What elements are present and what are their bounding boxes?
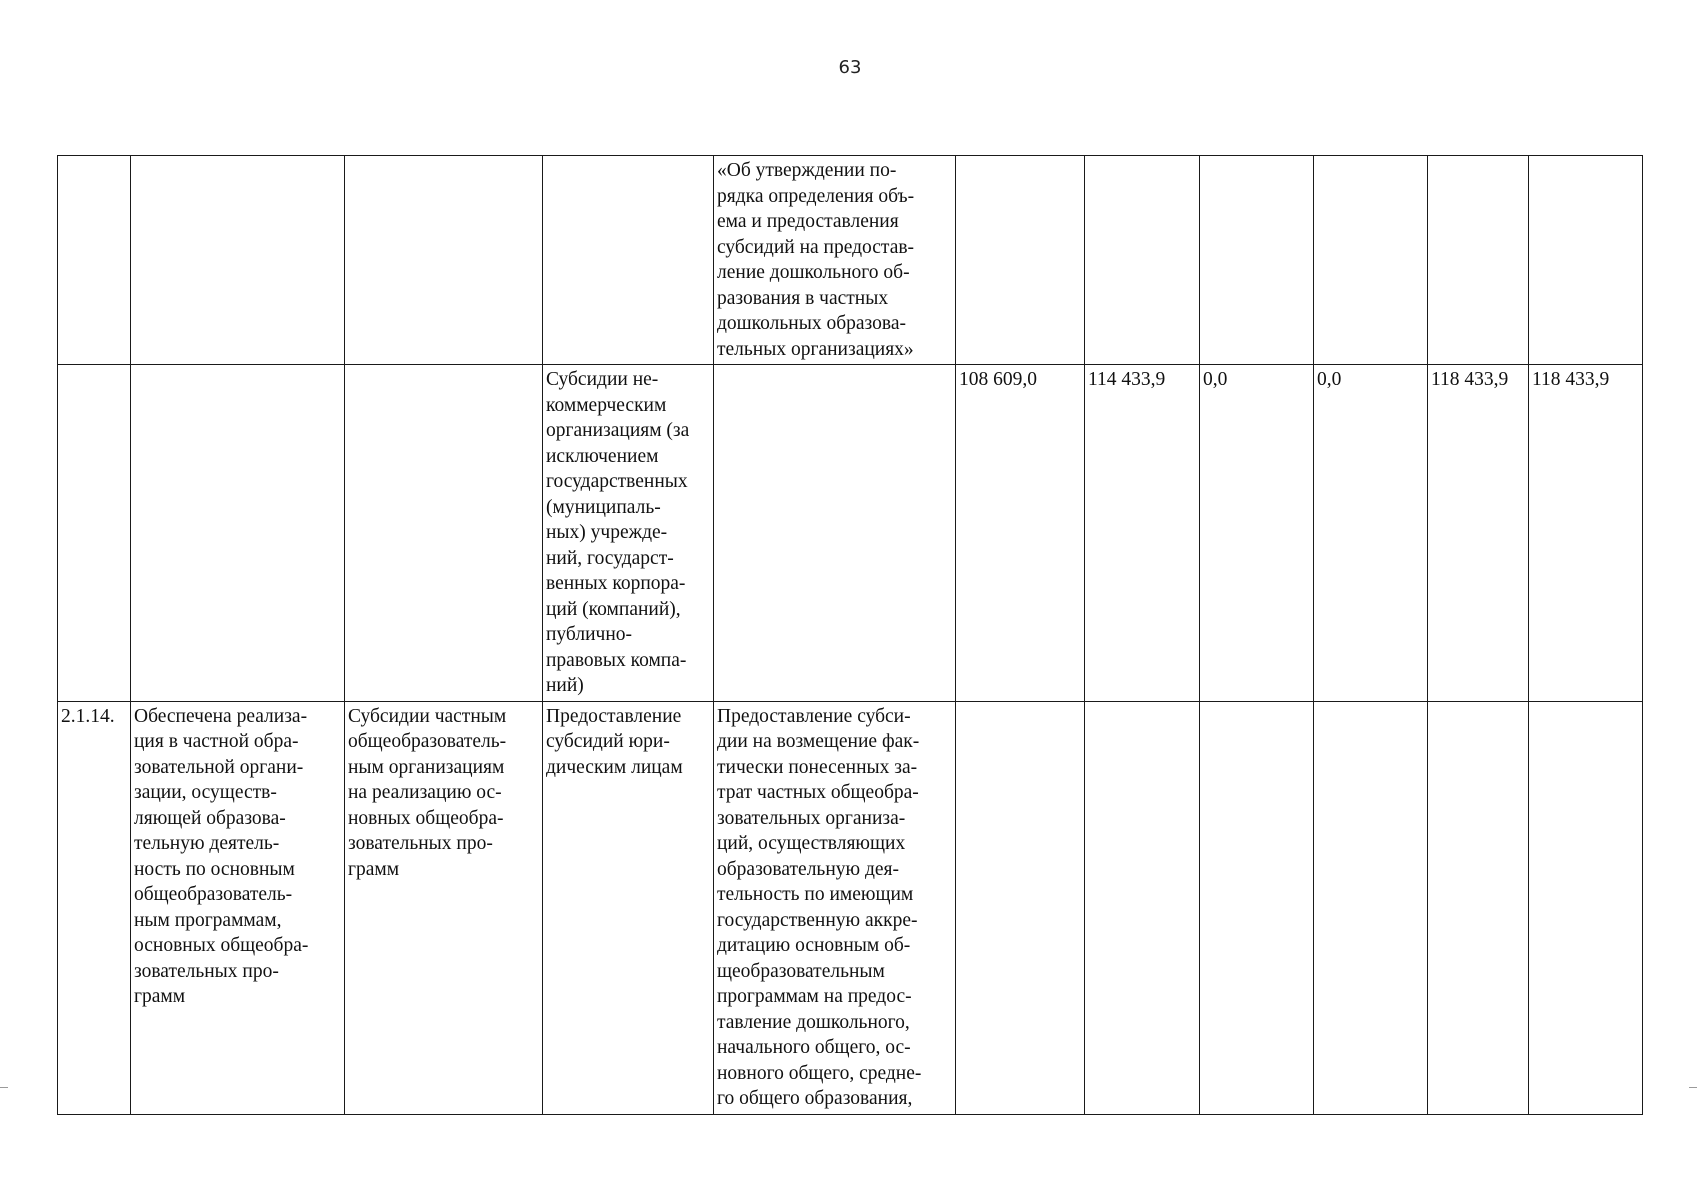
table-row xyxy=(58,701,1643,1114)
table-cell xyxy=(1085,156,1200,365)
table-cell: Обеспечена реализа- ция в частной обра- зовательной органи- зации, осуществ- ляющей образова- тельную деятель- ность по основным общеобразователь- ным программам, основных общеобра- зовательных про- грамм xyxy=(131,701,345,1114)
budget-table xyxy=(57,155,1643,1115)
table-row xyxy=(58,365,1643,702)
table-cell: Предоставление субсидий юри- дическим лицам xyxy=(543,701,714,1114)
table-cell xyxy=(1428,156,1529,365)
table-cell: 0,0 xyxy=(1314,365,1428,702)
table-cell xyxy=(345,365,543,702)
table-cell xyxy=(1529,701,1643,1114)
table-cell xyxy=(543,156,714,365)
table-cell xyxy=(1200,701,1314,1114)
table-cell: Предоставление субси- дии на возмещение фак- тически понесенных за- трат частных общеобра- зовательных организа- ций, осуществляющих образовательную дея- тельность по имеющим государственную аккре- дитацию основным об- щеобразовательным программам на предос- тавление дошкольного, начального общего, ос- новного общего, средне- го общего образования, xyxy=(714,701,956,1114)
scan-margin-mark xyxy=(1689,1087,1697,1088)
table-cell xyxy=(1529,156,1643,365)
table-cell xyxy=(1314,156,1428,365)
table-cell: Субсидии не- коммерческим организациям (за исключением государственных (муниципаль- ных) учрежде- ний, государст- венных корпора- ций (компаний), публично- правовых компа- ний) xyxy=(543,365,714,702)
table-cell: Субсидии частным общеобразователь- ным организациям на реализацию ос- новных общеобра- зовательных про- грамм xyxy=(345,701,543,1114)
scan-margin-mark xyxy=(0,1087,8,1088)
table-cell: 0,0 xyxy=(1200,365,1314,702)
table-cell: 114 433,9 xyxy=(1085,365,1200,702)
table-cell: «Об утверждении по- рядка определения объ- ема и предоставления субсидий на предостав- ление дошкольного об- разования в частных дошкольных образова- тельных организациях» xyxy=(714,156,956,365)
table-cell xyxy=(956,701,1085,1114)
table-cell xyxy=(1200,156,1314,365)
table-cell xyxy=(956,156,1085,365)
table-cell: 118 433,9 xyxy=(1529,365,1643,702)
table-cell: 118 433,9 xyxy=(1428,365,1529,702)
page-number: 63 xyxy=(838,57,862,78)
table-row xyxy=(58,156,1643,365)
table-cell: 2.1.14. xyxy=(58,701,131,1114)
table-cell xyxy=(1428,701,1529,1114)
table-cell xyxy=(131,365,345,702)
table-cell xyxy=(714,365,956,702)
table-cell xyxy=(58,365,131,702)
table-cell xyxy=(1314,701,1428,1114)
table-cell xyxy=(1085,701,1200,1114)
table-cell xyxy=(131,156,345,365)
table-cell xyxy=(345,156,543,365)
table-cell: 108 609,0 xyxy=(956,365,1085,702)
table-cell xyxy=(58,156,131,365)
